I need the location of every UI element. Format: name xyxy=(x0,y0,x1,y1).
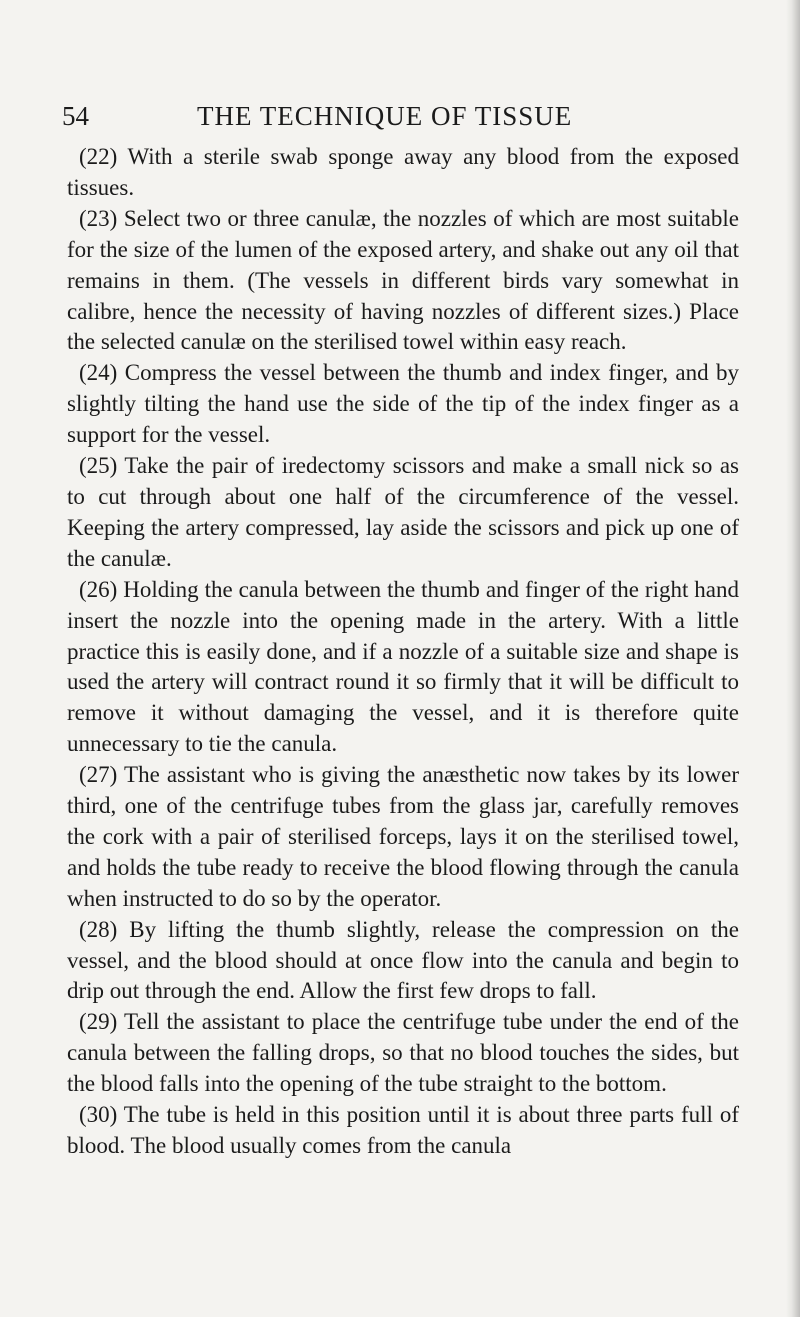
paragraph-step-22: (22) With a sterile swab sponge away any blood from the exposed tissues. xyxy=(67,144,739,200)
paragraph-step-24: (24) Compress the vessel between the thumb and index finger, and by slightly tilting the hand use the side of the tip of the index finger as a support for the vessel. xyxy=(67,360,739,448)
paragraph-step-23: (23) Select two or three canulæ, the nozzles of which are most suitable for the size of the lumen of the exposed artery, and shake out any oil that remains in them. (The vessels in different birds vary somewhat in calibre, hence the necessity of having nozzles of different sizes.) Place the selected canulæ on the sterilised towel within easy reach. xyxy=(67,205,739,355)
page-header xyxy=(62,96,742,136)
paragraph-step-30: (30) The tube is held in this position until it is about three parts full of blood. The blood usually comes from the canula xyxy=(67,1102,739,1158)
page-number: 54 xyxy=(62,101,89,131)
running-head: THE TECHNIQUE OF TISSUE xyxy=(197,101,573,131)
body-text xyxy=(67,142,739,1162)
paragraph-step-27: (27) The assistant who is giving the anæsthetic now takes by its lower third, one of the centrifuge tubes from the glass jar, carefully removes the cork with a pair of sterilised forceps, lays it on the sterilised towel, and holds the tube ready to receive the blood flowing through the canula when instructed to do so by the operator. xyxy=(67,762,739,911)
paragraph-step-29: (29) Tell the assistant to place the centrifuge tube under the end of the canula between the falling drops, so that no blood touches the sides, but the blood falls into the opening of the tube straight to the bottom. xyxy=(67,1009,739,1097)
paragraph-step-26: (26) Holding the canula between the thumb and finger of the right hand insert the nozzle into the opening made in the artery. With a little practice this is easily done, and if a nozzle of a suitable size and shape is used the artery will contract round it so firmly that it will be difficult to remove it without damaging the vessel, and it is therefore quite unnecessary to tie the canula. xyxy=(67,576,739,757)
paragraph-step-25: (25) Take the pair of iredectomy scissors and make a small nick so as to cut through about one half of the circumference of the vessel. Keeping the artery compressed, lay aside the scissors and pick up one of the canulæ. xyxy=(67,453,739,571)
paragraph-step-28: (28) By lifting the thumb slightly, release the compression on the vessel, and the blood should at once flow into the canula and begin to drip out through the end. Allow the first few drops to fall. xyxy=(67,916,739,1004)
page-edge-shadow xyxy=(786,0,800,1317)
